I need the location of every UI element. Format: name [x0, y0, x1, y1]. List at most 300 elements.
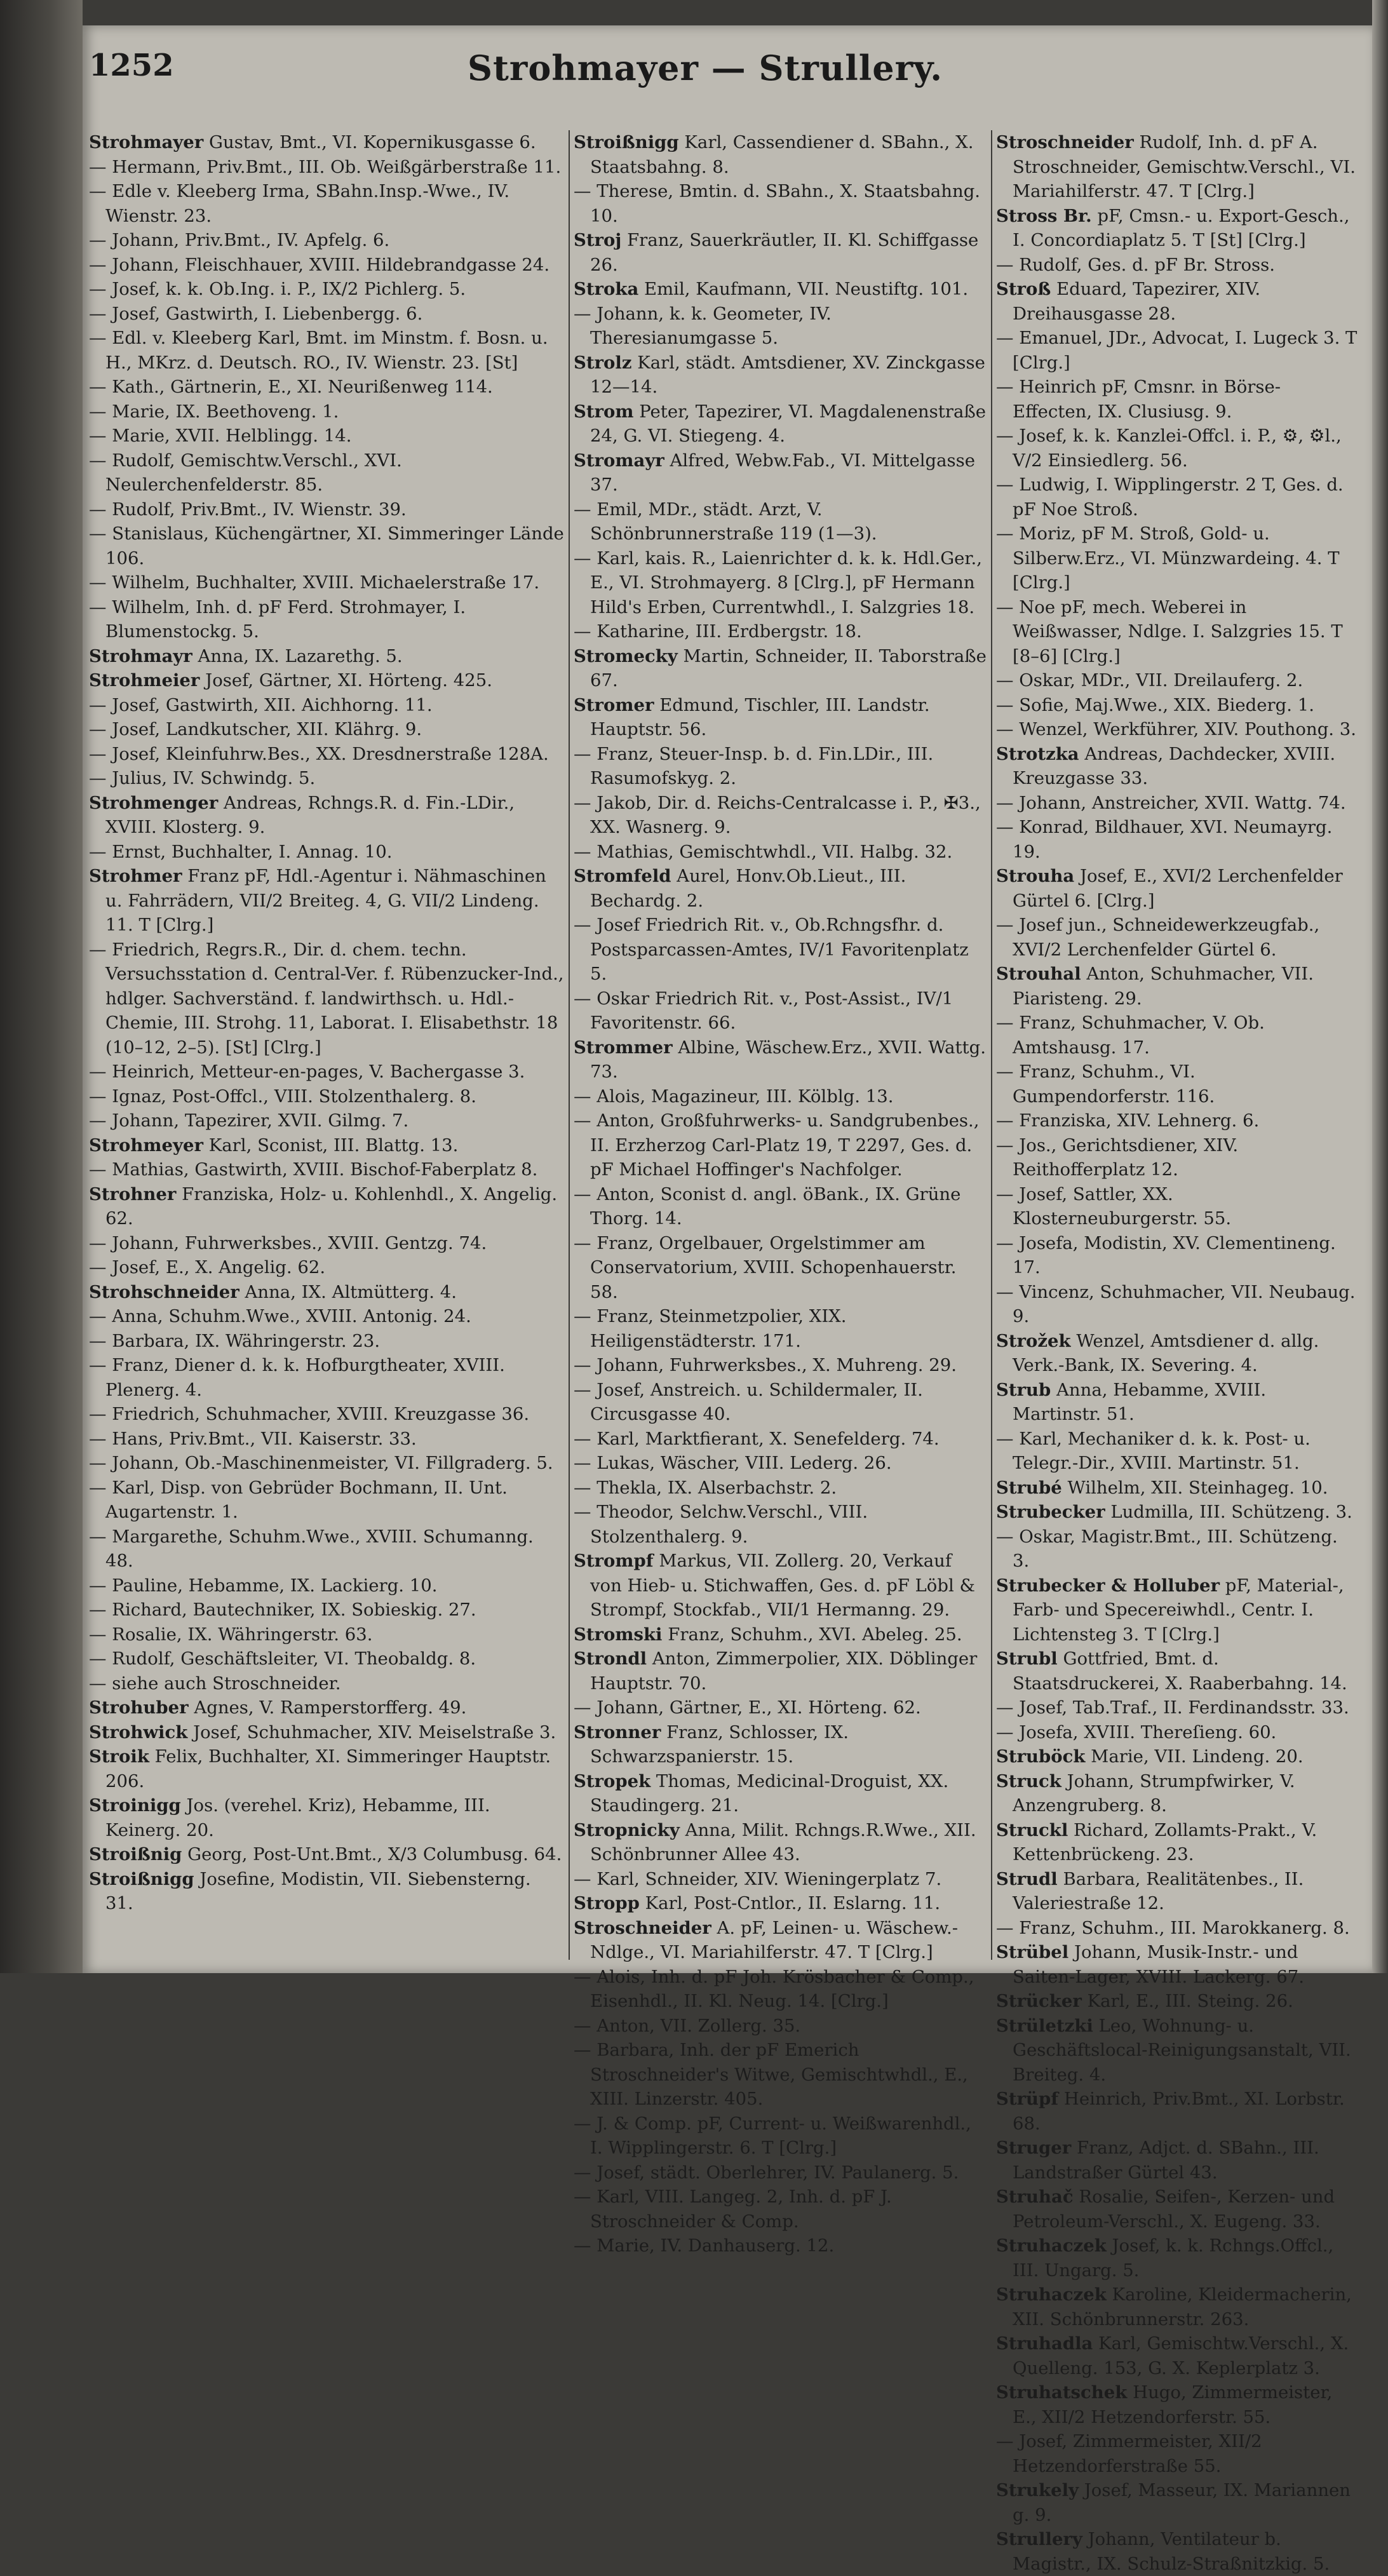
directory-entry	[996, 2429, 1358, 2478]
directory-entry	[89, 522, 564, 570]
entry-details: — Mathias, Gastwirth, XVIII. Bischof-Faberplatz 8.	[89, 1159, 538, 1180]
entry-details: Anna, Hebamme, XVIII. Martinstr. 51.	[1013, 1379, 1267, 1424]
directory-entry	[574, 1231, 987, 1305]
directory-entry	[574, 351, 987, 400]
entry-surname: Stromecky	[574, 645, 678, 666]
entry-details: Franz, Sauerkräutler, II. Kl. Schiffgasse 26.	[590, 230, 979, 275]
directory-entry	[89, 1304, 564, 1329]
directory-entry	[89, 1255, 564, 1280]
directory-entry	[996, 2234, 1358, 2283]
directory-entry	[996, 668, 1358, 693]
entry-surname: Strondl	[574, 1649, 647, 1669]
entry-details: — Jos., Gerichtsdiener, XIV. Reithofferplatz 12.	[996, 1135, 1239, 1180]
entry-details: Josef, k. k. Rchngs.Offcl., III. Ungarg. 5.	[1013, 2235, 1334, 2281]
entry-surname: Stropek	[574, 1770, 651, 1791]
directory-entry	[574, 1867, 987, 1892]
directory-entry	[996, 1427, 1358, 1476]
entry-details: Jos. (verehel. Kriz), Hebamme, III. Keinerg. 20.	[105, 1795, 490, 1840]
entry-details: Karl, Gemischtw.Verschl., X. Quelleng. 153, G. X. Keplerplatz 3.	[1013, 2333, 1349, 2378]
directory-entry	[574, 1084, 987, 1109]
entry-details: — Josef, Landkutscher, XII. Klährg. 9.	[89, 719, 422, 739]
entry-surname: Stromfeld	[574, 866, 671, 886]
column-divider-2	[991, 130, 992, 1960]
directory-entry	[89, 595, 564, 644]
entry-surname: Stroik	[89, 1746, 149, 1767]
directory-entry	[996, 1989, 1358, 2014]
entry-details: — Hermann, Priv.Bmt., III. Ob. Weißgärberstraße 11.	[89, 156, 562, 177]
entry-details: — Franz, Diener d. k. k. Hofburgtheater, XVIII. Plenerg. 4.	[89, 1355, 505, 1400]
entry-details: Martin, Schneider, II. Taborstraße 67.	[590, 645, 987, 691]
entry-details: — Karl, Schneider, XIV. Wieningerplatz 7.	[574, 1868, 942, 1889]
entry-details: — Franz, Steuer-Insp. b. d. Fin.LDir., III. Rasumofskyg. 2.	[574, 743, 934, 788]
directory-entry	[996, 595, 1358, 669]
directory-entry	[996, 1818, 1358, 1867]
directory-entry	[574, 1427, 987, 1452]
directory-entry	[89, 1353, 564, 1402]
directory-entry	[89, 1842, 564, 1867]
directory-entry	[996, 1378, 1358, 1427]
directory-entry	[996, 1109, 1358, 1133]
directory-entry	[89, 302, 564, 327]
entry-details: Anna, IX. Lazarethg. 5.	[198, 645, 403, 666]
entry-details: — Karl, Marktfierant, X. Senefelderg. 74.	[574, 1428, 940, 1449]
entry-details: — Johann, Gärtner, E., XI. Hörteng. 62.	[574, 1697, 921, 1718]
directory-entry	[89, 1427, 564, 1452]
entry-details: — Josef, Tab.Traf., II. Ferdinandsstr. 33.	[996, 1697, 1349, 1718]
entry-details: Ludmilla, III. Schützeng. 3.	[1110, 1502, 1352, 1522]
directory-entry	[574, 742, 987, 791]
column-3	[996, 130, 1358, 2574]
directory-entry	[996, 326, 1358, 375]
directory-entry	[89, 375, 564, 400]
entry-details: — Rosalie, IX. Währingerstr. 63.	[89, 1624, 373, 1645]
entry-details: — Josef jun., Schneidewerkzeugfab., XVI/2 Lerchenfelder Gürtel 6.	[996, 915, 1320, 960]
entry-details: Karl, städt. Amtsdiener, XV. Zinckgasse 12—14.	[590, 352, 985, 397]
directory-entry	[89, 1598, 564, 1622]
entry-details: — siehe auch Stroschneider.	[89, 1673, 341, 1694]
entry-surname: Stroißnigg	[574, 132, 679, 152]
entry-details: — Wenzel, Werkführer, XIV. Pouthong. 3.	[996, 719, 1357, 739]
entry-details: Agnes, V. Ramperstorfferg. 49.	[194, 1697, 467, 1718]
directory-entry	[996, 1696, 1358, 1720]
entry-details: Anton, Schuhmacher, VII. Piaristeng. 29.	[1013, 964, 1314, 1009]
directory-entry	[574, 546, 987, 620]
entry-surname: Strohschneider	[89, 1281, 239, 1302]
entry-details: Leo, Wohnung- u. Geschäftslocal-Reinigungsanstalt, VII. Breiteg. 4.	[1013, 2015, 1351, 2085]
entry-surname: Struckl	[996, 1819, 1068, 1840]
directory-entry	[996, 1940, 1358, 1989]
entry-surname: Strubé	[996, 1477, 1062, 1498]
directory-entry	[996, 1647, 1358, 1696]
entry-details: — Anton, VII. Zollerg. 35.	[574, 2015, 801, 2036]
entry-details: Franz pF, Hdl.-Agentur i. Nähmaschinen u. Fahrrädern, VII/2 Breiteg. 4, G. VII/2 Lindeng. 11. T [Clrg.]	[105, 866, 546, 935]
entry-surname: Strožek	[996, 1330, 1071, 1351]
running-head: Strohmayer — Strullery.	[467, 48, 943, 88]
directory-entry	[574, 1647, 987, 1696]
directory-entry	[89, 1084, 564, 1109]
entry-details: — Josef, Zimmermeister, XII/2 Hetzendorferstraße 55.	[996, 2431, 1262, 2476]
directory-entry	[996, 1769, 1358, 1818]
entry-surname: Struböck	[996, 1746, 1086, 1767]
entry-details: pF, Material-, Farb- und Specereiwhdl., Centr. I. Lichtensteg 3. T [Clrg.]	[1013, 1575, 1344, 1645]
entry-surname: Strubecker	[996, 1502, 1105, 1522]
entry-details: — Edle v. Kleeberg Irma, SBahn.Insp.-Wwe., IV. Wienstr. 23.	[89, 181, 510, 226]
entry-details: — Marie, IV. Danhauserg. 12.	[574, 2235, 835, 2256]
directory-entry	[89, 1647, 564, 1671]
directory-entry	[996, 693, 1358, 718]
page-number: 1252	[89, 48, 174, 83]
entry-surname: Strouha	[996, 866, 1075, 886]
directory-entry	[996, 473, 1358, 522]
directory-entry	[89, 277, 564, 302]
entry-details: — Josef, E., X. Angelig. 62.	[89, 1257, 326, 1278]
entry-details: — Josef, Gastwirth, I. Liebenbergg. 6.	[89, 303, 423, 324]
directory-entry	[996, 2380, 1358, 2429]
directory-entry	[574, 1965, 987, 2014]
directory-entry	[574, 693, 987, 742]
entry-details: — Ernst, Buchhalter, I. Annag. 10.	[89, 841, 393, 862]
entry-details: pF, Cmsn.- u. Export-Gesch., I. Concordiaplatz 5. T [St] [Clrg.]	[1013, 205, 1350, 250]
entry-details: Franz, Schlosser, IX. Schwarzspanierstr. 15.	[590, 1722, 849, 1767]
entry-surname: Stronner	[574, 1722, 661, 1743]
directory-entry	[89, 1157, 564, 1182]
directory-entry	[996, 1231, 1358, 1280]
directory-entry	[996, 815, 1358, 864]
entry-details: Johann, Musik-Instr.- und Saiten-Lager, XVIII. Lackerg. 67.	[1013, 1942, 1304, 1987]
directory-entry	[996, 2087, 1358, 2136]
entry-surname: Strullery	[996, 2529, 1082, 2549]
directory-entry	[89, 1476, 564, 1525]
directory-entry	[89, 1402, 564, 1427]
entry-surname: Strudl	[996, 1868, 1058, 1889]
entry-details: Karl, Post-Cntlor., II. Eslarng. 11.	[645, 1893, 941, 1913]
directory-entry	[996, 791, 1358, 816]
entry-details: — Ignaz, Post-Offcl., VIII. Stolzenthalerg. 8.	[89, 1086, 477, 1107]
directory-entry	[574, 791, 987, 840]
directory-entry	[89, 840, 564, 865]
directory-entry	[89, 1060, 564, 1084]
entry-details: — Julius, IV. Schwindg. 5.	[89, 768, 316, 788]
entry-details: — Josef, Gastwirth, XII. Aichhorng. 11.	[89, 694, 433, 715]
entry-surname: Strubecker & Holluber	[996, 1575, 1220, 1596]
directory-entry	[89, 1182, 564, 1231]
entry-details: — Josef, Kleinfuhrw.Bes., XX. Dresdnerstraße 128A.	[89, 743, 549, 764]
entry-details: — Richard, Bautechniker, IX. Sobieskig. 27.	[89, 1600, 476, 1620]
entry-details: — Theodor, Selchw.Verschl., VIII. Stolzenthalerg. 9.	[574, 1502, 868, 1547]
entry-details: Josef, Masseur, IX. Mariannen g. 9.	[1013, 2480, 1351, 2525]
directory-entry	[574, 1769, 987, 1818]
directory-entry	[574, 2234, 987, 2258]
entry-details: Aurel, Honv.Ob.Lieut., III. Bechardg. 2.	[590, 866, 906, 911]
directory-entry	[574, 1476, 987, 1500]
entry-details: — Rudolf, Priv.Bmt., IV. Wienstr. 39.	[89, 499, 407, 520]
entry-details: — Josefa, XVIII. Thereſieng. 60.	[996, 1722, 1277, 1743]
entry-surname: Stropnicky	[574, 1819, 680, 1840]
entry-surname: Struger	[996, 2138, 1072, 2158]
entry-details: Peter, Tapezirer, VI. Magdalenenstraße 24, G. VI. Stiegeng. 4.	[590, 401, 986, 446]
entry-details: — Karl, VIII. Langeg. 2, Inh. d. pF J. Stroschneider & Comp.	[574, 2187, 892, 2232]
entry-surname: Struhadla	[996, 2333, 1093, 2354]
directory-entry	[574, 400, 987, 448]
entry-details: — Noe pF, mech. Weberei in Weißwasser, Ndlge. I. Salzgries 15. T [8–6] [Clrg.]	[996, 597, 1343, 666]
directory-entry	[574, 1549, 987, 1622]
entry-details: — Edl. v. Kleeberg Karl, Bmt. im Minstm. f. Bosn. u. H., MKrz. d. Deutsch. RO., IV. Wienstr. 23. [St]	[89, 328, 548, 373]
entry-details: — Rudolf, Ges. d. pF Br. Stross.	[996, 254, 1276, 275]
entry-surname: Strohuber	[89, 1697, 189, 1718]
column-1	[89, 130, 564, 1960]
entry-details: Franziska, Holz- u. Kohlenhdl., X. Angelig. 62.	[105, 1183, 558, 1229]
entry-details: Markus, VII. Zollerg. 20, Verkauf von Hieb- u. Stichwaffen, Ges. d. pF Löbl & Strompf, Stockfab., VII/1 Hermanng. 29.	[590, 1551, 975, 1620]
directory-entry	[89, 1696, 564, 1720]
directory-entry	[574, 2112, 987, 2161]
entry-details: — Margarethe, Schuhm.Wwe., XVIII. Schumanng. 48.	[89, 1526, 534, 1571]
directory-entry	[996, 2331, 1358, 2380]
directory-entry	[996, 277, 1358, 326]
entry-surname: Strubl	[996, 1649, 1058, 1669]
directory-entry	[996, 1744, 1358, 1769]
entry-details: A. pF, Leinen- u. Wäschew.-Ndlge., VI. Mariahilferstr. 47. T [Clrg.]	[590, 1917, 959, 1962]
entry-surname: Stroka	[574, 279, 639, 299]
directory-entry	[574, 619, 987, 644]
entry-surname: Strületzki	[996, 2015, 1093, 2036]
entry-details: — Barbara, IX. Währingerstr. 23.	[89, 1330, 381, 1351]
entry-details: Franz, Schuhm., XVI. Abeleg. 25.	[668, 1624, 962, 1645]
directory-entry	[89, 791, 564, 840]
entry-details: — Oskar Friedrich Rit. v., Post-Assist., IV/1 Favoritenstr. 66.	[574, 988, 953, 1033]
entry-details: Karoline, Kleidermacherin, XII. Schönbrunnerstr. 263.	[1013, 2284, 1352, 2330]
entry-surname: Struhaczek	[996, 2235, 1107, 2256]
directory-entry	[574, 1109, 987, 1182]
directory-entry	[574, 277, 987, 302]
directory-entry	[996, 1500, 1358, 1525]
directory-entry	[574, 448, 987, 497]
entry-details: — Rudolf, Geschäftsleiter, VI. Theobaldg. 8.	[89, 1649, 476, 1669]
entry-details: — Franz, Schuhm., VI. Gumpendorferstr. 116.	[996, 1062, 1215, 1107]
entry-surname: Strommer	[574, 1037, 673, 1058]
entry-surname: Strüpf	[996, 2089, 1059, 2109]
entry-surname: Stroinigg	[89, 1795, 181, 1816]
entry-details: — Thekla, IX. Alserbachstr. 2.	[574, 1477, 837, 1498]
directory-entry	[89, 448, 564, 497]
entry-surname: Stross Br.	[996, 205, 1092, 226]
entry-surname: Struhač	[996, 2187, 1074, 2207]
directory-entry	[574, 1451, 987, 1476]
directory-entry	[574, 497, 987, 546]
entry-details: Gottfried, Bmt. d. Staatsdruckerei, X. Raaberbahng. 14.	[1013, 1649, 1347, 1694]
entry-details: Wilhelm, XII. Steinhageg. 10.	[1067, 1477, 1328, 1498]
entry-details: — Friedrich, Schuhmacher, XVIII. Kreuzgasse 36.	[89, 1404, 530, 1424]
entry-details: Johann, Ventilateur b. Magistr., IX. Schulz-Straßnitzkig. 5.	[1013, 2529, 1330, 2574]
entry-details: Wenzel, Amtsdiener d. allg. Verk.-Bank, IX. Severing. 4.	[1013, 1330, 1319, 1375]
directory-entry	[996, 1867, 1358, 1916]
directory-entry	[574, 1500, 987, 1549]
directory-entry	[574, 1916, 987, 1965]
directory-entry	[89, 938, 564, 1060]
directory-entry	[996, 1476, 1358, 1500]
directory-entry	[89, 1109, 564, 1133]
entry-details: — Johann, Fuhrwerksbes., XVIII. Gentzg. 74.	[89, 1232, 487, 1253]
directory-entry	[89, 1451, 564, 1476]
entry-details: Anna, Milit. Rchngs.R.Wwe., XII. Schönbrunner Allee 43.	[590, 1819, 976, 1865]
directory-entry	[996, 522, 1358, 595]
entry-details: — Hans, Priv.Bmt., VII. Kaiserstr. 33.	[89, 1428, 417, 1449]
entry-details: — Johann, Fleischhauer, XVIII. Hildebrandgasse 24.	[89, 254, 550, 275]
directory-entry	[89, 1280, 564, 1305]
entry-details: Josef, Schuhmacher, XIV. Meiselstraße 3.	[193, 1722, 556, 1743]
entry-surname: Strohmayr	[89, 645, 192, 666]
entry-details: — Josefa, Modistin, XV. Clementineng. 17.	[996, 1232, 1336, 1278]
directory-entry	[996, 424, 1358, 473]
entry-surname: Strohner	[89, 1183, 177, 1204]
entry-details: — Rudolf, Gemischtw.Verschl., XVI. Neulerchenfelderstr. 85.	[89, 450, 402, 495]
directory-entry	[574, 644, 987, 693]
entry-details: — Jakob, Dir. d. Reichs-Centralcasse i. P., ✠3., XX. Wasnerg. 9.	[574, 792, 981, 837]
entry-surname: Stromer	[574, 694, 654, 715]
entry-details: — Franz, Schuhmacher, V. Ob. Amtshausg. 17.	[996, 1013, 1265, 1058]
directory-entry	[89, 179, 564, 228]
entry-details: — Karl, kais. R., Laienrichter d. k. k. Hdl.Ger., E., VI. Strohmayerg. 8 [Clrg.], pF Hermann Hild's Erben, Currentwhdl., I. Salzgries 18.	[574, 548, 983, 617]
entry-details: — Johann, Anstreicher, XVII. Wattg. 74.	[996, 792, 1346, 813]
directory-entry	[89, 1622, 564, 1647]
entry-surname: Strohwick	[89, 1722, 188, 1743]
directory-entry	[89, 644, 564, 669]
directory-entry	[574, 1182, 987, 1231]
entry-details: — Josef, k. k. Ob.Ing. i. P., IX/2 Pichlerg. 5.	[89, 279, 466, 299]
directory-entry	[89, 1671, 564, 1696]
entry-surname: Strotzka	[996, 743, 1079, 764]
entry-details: — Marie, XVII. Helblingg. 14.	[89, 426, 352, 446]
entry-details: — Alois, Magazineur, III. Kölblg. 13.	[574, 1086, 894, 1107]
directory-entry	[996, 717, 1358, 742]
directory-entry	[574, 130, 987, 179]
directory-entry	[996, 2283, 1358, 2331]
directory-entry	[574, 1891, 987, 1916]
entry-details: Karl, E., III. Steing. 26.	[1087, 1991, 1293, 2011]
entry-details: — Johann, k. k. Geometer, IV. Theresianumgasse 5.	[574, 303, 832, 348]
entry-details: Felix, Buchhalter, XI. Simmeringer Hauptstr. 206.	[105, 1746, 551, 1791]
directory-entry	[996, 1182, 1358, 1231]
directory-entry	[574, 179, 987, 228]
entry-details: Georg, Post-Unt.Bmt., X/3 Columbusg. 64.	[187, 1844, 562, 1865]
entry-details: Josefine, Modistin, VII. Siebensterng. 31.	[105, 1868, 531, 1913]
entry-details: Marie, VII. Lindeng. 20.	[1091, 1746, 1304, 1767]
directory-entry	[996, 253, 1358, 278]
directory-entry	[574, 302, 987, 351]
directory-entry	[89, 1574, 564, 1598]
directory-entry	[89, 1231, 564, 1256]
entry-details: — Josef Friedrich Rit. v., Ob.Rchngsfhr. d. Postsparcassen-Amtes, IV/1 Favoritenplatz 5.	[574, 915, 969, 984]
entry-details: — Lukas, Wäscher, VIII. Lederg. 26.	[574, 1453, 892, 1473]
directory-entry	[996, 2185, 1358, 2234]
entry-details: — Anton, Sconist d. angl. öBank., IX. Grüne Thorg. 14.	[574, 1183, 961, 1229]
entry-surname: Struhaczek	[996, 2284, 1107, 2305]
entry-surname: Stroj	[574, 230, 622, 250]
entry-details: — Stanislaus, Küchengärtner, XI. Simmeringer Lände 106.	[89, 523, 564, 569]
directory-entry	[996, 2527, 1358, 2576]
entry-details: — Mathias, Gemischtwhdl., VII. Halbg. 32.	[574, 841, 953, 862]
entry-details: — Franziska, XIV. Lehnerg. 6.	[996, 1110, 1260, 1131]
directory-entry	[89, 400, 564, 424]
entry-details: Johann, Strumpfwirker, V. Anzengruberg. 8.	[1013, 1770, 1295, 1816]
entry-surname: Stromayr	[574, 450, 664, 471]
entry-details: Anton, Zimmerpolier, XIX. Döblinger Hauptstr. 70.	[590, 1649, 978, 1694]
entry-surname: Struck	[996, 1770, 1061, 1791]
entry-details: — Oskar, Magistr.Bmt., III. Schützeng. 3.	[996, 1526, 1338, 1571]
entry-details: — Sofie, Maj.Wwe., XIX. Biederg. 1.	[996, 694, 1314, 715]
entry-details: — Oskar, MDr., VII. Dreilauferg. 2.	[996, 670, 1304, 691]
directory-entry	[89, 668, 564, 693]
entry-details: Gustav, Bmt., VI. Kopernikusgasse 6.	[209, 132, 536, 152]
entry-details: — Vincenz, Schuhmacher, VII. Neubaug. 9.	[996, 1281, 1356, 1326]
directory-entry	[574, 1353, 987, 1378]
directory-entry	[89, 570, 564, 595]
entry-details: — Ludwig, I. Wipplingerstr. 2 T, Ges. d. pF Noe Stroß.	[996, 475, 1344, 520]
entry-surname: Strohmer	[89, 866, 182, 886]
entry-details: — Anna, Schuhm.Wwe., XVIII. Antonig. 24.	[89, 1306, 471, 1326]
directory-entry	[89, 130, 564, 155]
entry-details: Heinrich, Priv.Bmt., XI. Lorbstr. 68.	[1013, 2089, 1345, 2134]
directory-entry	[89, 742, 564, 767]
entry-details: Emil, Kaufmann, VII. Neustiftg. 101.	[644, 279, 969, 299]
directory-entry	[89, 717, 564, 742]
entry-details: — Johann, Fuhrwerksbes., X. Muhreng. 29.	[574, 1355, 957, 1375]
entry-details: Franz, Adjct. d. SBahn., III. Landstraßer Gürtel 43.	[1013, 2138, 1319, 2183]
directory-entry	[996, 1574, 1358, 1647]
directory-entry	[574, 228, 987, 277]
entry-details: — Pauline, Hebamme, IX. Lackierg. 10.	[89, 1575, 438, 1596]
entry-surname: Strohmenger	[89, 792, 219, 813]
entry-details: Barbara, Realitätenbes., II. Valeriestraße 12.	[1013, 1868, 1304, 1913]
directory-entry	[574, 2185, 987, 2234]
entry-surname: Strohmeier	[89, 670, 200, 691]
entry-details: — Josef, Anstreich. u. Schildermaler, II. Circusgasse 40.	[574, 1379, 923, 1424]
entry-details: Albine, Wäschew.Erz., XVII. Wattg. 73.	[590, 1037, 986, 1082]
directory-entry	[89, 864, 564, 938]
column-divider-1	[569, 130, 570, 1960]
entry-surname: Struhatschek	[996, 2382, 1128, 2403]
directory-entry	[89, 228, 564, 253]
directory-entry	[574, 913, 987, 987]
entry-details: — Therese, Bmtin. d. SBahn., X. Staatsbahng. 10.	[574, 181, 981, 226]
directory-entry	[89, 1525, 564, 1574]
entry-details: Richard, Zollamts-Prakt., V. Kettenbrückeng. 23.	[1013, 1819, 1317, 1865]
entry-details: — Josef, städt. Oberlehrer, IV. Paulanerg. 5.	[574, 2162, 959, 2183]
entry-surname: Stroißnigg	[89, 1868, 194, 1889]
directory-entry	[996, 130, 1358, 204]
directory-entry	[996, 962, 1358, 1011]
entry-surname: Strohmayer	[89, 132, 204, 152]
directory-entry	[574, 2014, 987, 2039]
book-spine	[0, 0, 83, 1973]
directory-entry	[89, 1720, 564, 1745]
directory-entry	[89, 1744, 564, 1793]
entry-details: — Marie, IX. Beethoveng. 1.	[89, 401, 339, 422]
directory-entry	[89, 497, 564, 522]
directory-entry	[574, 2038, 987, 2112]
entry-details: — Johann, Priv.Bmt., IV. Apfelg. 6.	[89, 230, 390, 250]
entry-details: — Wilhelm, Buchhalter, XVIII. Michaelerstraße 17.	[89, 572, 540, 593]
directory-entry	[89, 326, 564, 375]
entry-details: — Karl, Mechaniker d. k. k. Post- u. Telegr.-Dir., XVIII. Martinstr. 51.	[996, 1428, 1311, 1473]
directory-entry	[996, 1525, 1358, 1574]
entry-details: — Alois, Inh. d. pF Joh. Krösbacher & Comp., Eisenhdl., II. Kl. Neug. 14. [Clrg.]	[574, 1966, 974, 2011]
entry-details: — Moriz, pF M. Stroß, Gold- u. Silberw.Erz., VI. Münzwardeing. 4. T [Clrg.]	[996, 523, 1340, 593]
entry-details: — Wilhelm, Inh. d. pF Ferd. Strohmayer, I. Blumenstockg. 5.	[89, 597, 466, 642]
directory-entry	[574, 987, 987, 1035]
page-edge	[1372, 0, 1388, 1973]
directory-entry	[996, 1329, 1358, 1378]
directory-entry	[89, 253, 564, 278]
